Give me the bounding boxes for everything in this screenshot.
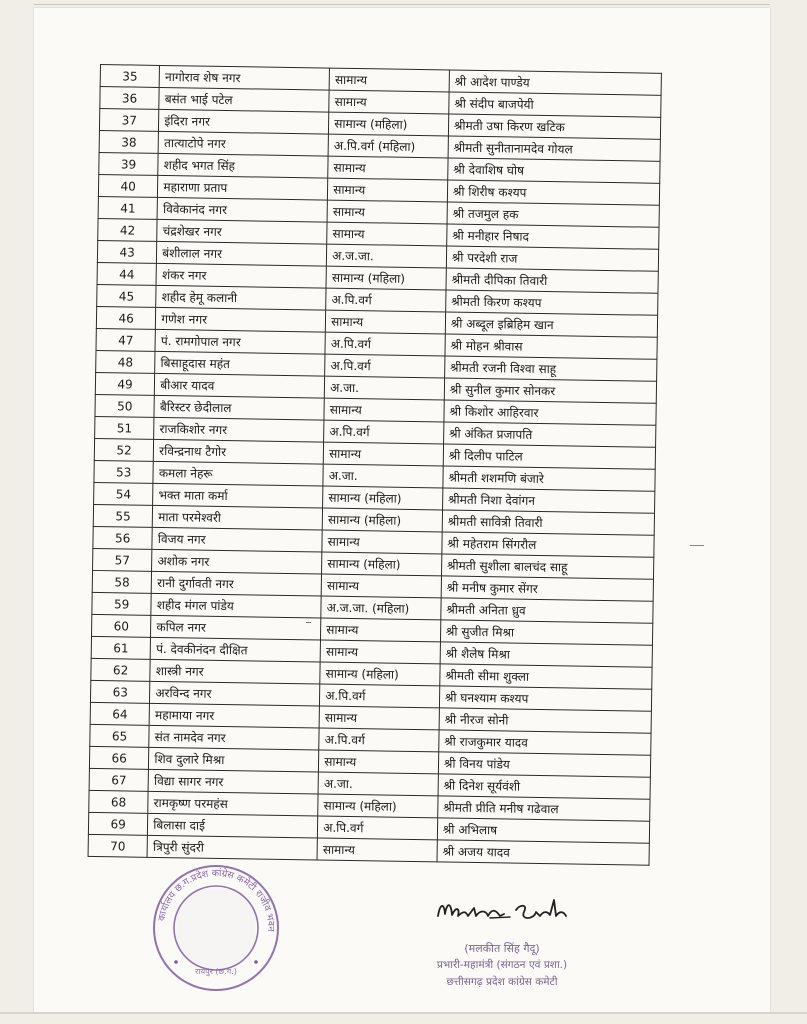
- candidate-name-cell: श्री नीरज सोनी: [439, 708, 651, 733]
- reservation-category-cell: सामान्य: [317, 838, 437, 862]
- bottom-edge-line: [0, 1012, 807, 1014]
- candidate-name-cell: श्री दिलीप पाटिल: [443, 444, 655, 469]
- ward-number-cell: 69: [88, 812, 148, 835]
- ward-number-cell: 47: [96, 328, 156, 351]
- ward-number-cell: 41: [98, 196, 158, 219]
- ward-number-cell: 50: [95, 394, 155, 417]
- candidate-name-cell: श्री घनश्याम कश्यप: [439, 686, 651, 711]
- ward-number-cell: 46: [96, 306, 156, 329]
- reservation-category-cell: सामान्य: [321, 618, 441, 642]
- ward-name-cell: अशोक नगर: [152, 549, 322, 574]
- reservation-category-cell: अ.पि.वर्ग (महिला): [328, 134, 448, 158]
- ward-name-cell: बैरिस्टर छेदीलाल: [154, 395, 324, 420]
- ward-number-cell: 36: [100, 87, 160, 110]
- handwritten-signature: [430, 890, 595, 930]
- ward-number-cell: 58: [92, 570, 152, 593]
- reservation-category-cell: सामान्य (महिला): [322, 508, 442, 532]
- candidate-name-cell: श्रीमती सुनीतानामदेव गोयल: [448, 136, 660, 161]
- ward-name-cell: पं. देवकीनंदन दीक्षित: [150, 637, 320, 662]
- candidate-name-cell: श्रीमती उषा किरण खटिक: [448, 114, 660, 139]
- reservation-category-cell: सामान्य: [328, 156, 448, 180]
- reservation-category-cell: अ.ज.जा.: [327, 244, 447, 268]
- reservation-category-cell: अ.पि.वर्ग: [318, 816, 438, 840]
- candidate-name-cell: श्रीमती सुशीला बालचंद साहू: [441, 554, 653, 579]
- reservation-category-cell: सामान्य: [329, 90, 449, 114]
- top-edge-line: [34, 4, 770, 5]
- candidate-name-cell: श्री मनीष कुमार सेंगर: [441, 576, 653, 601]
- ward-number-cell: 70: [88, 834, 148, 857]
- ward-name-cell: त्रिपुरी सुंदरी: [147, 835, 317, 860]
- ward-name-cell: शहीद हेमू कलानी: [156, 285, 326, 310]
- candidate-name-cell: श्री राजकुमार यादव: [439, 730, 651, 755]
- ward-number-cell: 45: [97, 284, 157, 307]
- reservation-category-cell: सामान्य: [324, 398, 444, 422]
- signatory-name: (मलकीत सिंह गैदू): [464, 942, 540, 955]
- reservation-category-cell: अ.पि.वर्ग: [325, 332, 445, 356]
- ward-name-cell: रविन्द्रनाथ टैगोर: [154, 439, 324, 464]
- ward-name-cell: राजकिशोर नगर: [154, 417, 324, 442]
- official-stamp: [150, 862, 282, 994]
- ward-number-cell: 61: [91, 636, 151, 659]
- ward-name-cell: नागोराव शेष नगर: [159, 65, 329, 90]
- candidate-name-cell: श्रीमती प्रीति मनीष गढेवाल: [438, 796, 650, 821]
- signature-block: [402, 940, 602, 991]
- candidate-name-cell: श्रीमती किरण कश्यप: [445, 290, 657, 315]
- ward-number-cell: 57: [93, 548, 153, 571]
- reservation-category-cell: सामान्य: [328, 178, 448, 202]
- ward-number-cell: 60: [92, 614, 152, 637]
- ward-number-cell: 48: [96, 350, 156, 373]
- candidate-name-cell: श्री सुजीत मिश्रा: [440, 620, 652, 645]
- reservation-category-cell: सामान्य: [323, 442, 443, 466]
- reservation-category-cell: अ.जा.: [323, 464, 443, 488]
- ward-name-cell: विद्या सागर नगर: [148, 769, 318, 794]
- ward-number-cell: 51: [95, 416, 155, 439]
- ward-name-cell: इंदिरा नगर: [159, 109, 329, 134]
- reservation-category-cell: अ.जा.: [324, 376, 444, 400]
- ward-name-cell: तात्याटोपे नगर: [158, 131, 328, 156]
- ward-name-cell: महामाया नगर: [149, 703, 319, 728]
- candidate-name-cell: श्री आदेश पाण्डेय: [449, 70, 661, 95]
- ward-number-cell: 65: [90, 724, 150, 747]
- ward-name-cell: रामकृष्ण परमहंस: [148, 791, 318, 816]
- candidate-name-cell: श्रीमती सीमा शुक्ला: [440, 664, 652, 689]
- stamp-text: कार्यालय छ.ग.प्रदेश कांग्रेस कमेटी राजीव भवन: [156, 867, 277, 932]
- reservation-category-cell: सामान्य: [319, 750, 439, 774]
- reservation-category-cell: अ.पि.वर्ग: [319, 728, 439, 752]
- ward-number-cell: 35: [100, 65, 160, 88]
- ward-number-cell: 59: [92, 592, 152, 615]
- ward-number-cell: 53: [94, 460, 154, 483]
- ward-name-cell: शास्त्री नगर: [150, 659, 320, 684]
- reservation-category-cell: अ.पि.वर्ग: [320, 684, 440, 708]
- ward-name-cell: शिव दुलारे मिश्रा: [149, 747, 319, 772]
- reservation-category-cell: सामान्य (महिला): [323, 486, 443, 510]
- ward-name-cell: बीआर यादव: [155, 373, 325, 398]
- reservation-category-cell: सामान्य (महिला): [329, 112, 449, 136]
- reservation-category-cell: सामान्य (महिला): [318, 794, 438, 818]
- ward-number-cell: 68: [89, 790, 149, 813]
- reservation-category-cell: सामान्य: [327, 200, 447, 224]
- ward-name-cell: माता परमेश्वरी: [153, 505, 323, 530]
- reservation-category-cell: सामान्य (महिला): [322, 552, 442, 576]
- reservation-category-cell: सामान्य: [326, 310, 446, 334]
- ward-name-cell: रानी दुर्गावती नगर: [152, 571, 322, 596]
- ward-number-cell: 55: [93, 504, 153, 527]
- candidate-name-cell: श्री महेतराम सिंगरौल: [442, 532, 654, 557]
- candidate-name-cell: श्री अंकित प्रजापति: [443, 422, 655, 447]
- ward-number-cell: 37: [99, 109, 159, 132]
- ward-number-cell: 67: [89, 768, 149, 791]
- reservation-category-cell: सामान्य (महिला): [320, 662, 440, 686]
- stray-mark: [306, 622, 311, 623]
- ward-name-cell: अरविन्द नगर: [150, 681, 320, 706]
- ward-name-cell: गणेश नगर: [156, 307, 326, 332]
- ward-number-cell: 62: [91, 658, 151, 681]
- ward-name-cell: शहीद मंगल पांडेय: [151, 593, 321, 618]
- ward-name-cell: कपिल नगर: [151, 615, 321, 640]
- reservation-category-cell: अ.जा.: [318, 772, 438, 796]
- ward-name-cell: बिसाहूदास महंत: [155, 351, 325, 376]
- ward-name-cell: शहीद भगत सिंह: [158, 153, 328, 178]
- candidate-name-cell: श्रीमती रजनी विश्वा साहू: [444, 356, 656, 381]
- ward-number-cell: 49: [95, 372, 155, 395]
- ward-number-cell: 44: [97, 262, 157, 285]
- candidate-name-cell: श्रीमती निशा देवांगन: [442, 488, 654, 513]
- candidate-name-cell: श्री मनीहार निषाद: [447, 224, 659, 249]
- ward-number-cell: 43: [97, 240, 157, 263]
- reservation-category-cell: सामान्य: [327, 222, 447, 246]
- candidate-name-cell: श्री विनय पांडेय: [438, 752, 650, 777]
- candidate-name-cell: श्री शिरीष कश्यप: [447, 180, 659, 205]
- ward-number-cell: 64: [90, 702, 150, 725]
- reservation-category-cell: सामान्य (महिला): [326, 266, 446, 290]
- ward-number-cell: 52: [94, 438, 154, 461]
- ward-name-cell: भक्त माता कर्मा: [153, 483, 323, 508]
- ward-number-cell: 54: [94, 482, 154, 505]
- candidate-name-cell: श्री परदेशी राज: [446, 246, 658, 271]
- ward-candidate-table: [88, 64, 662, 866]
- ward-name-cell: बिलासा दाई: [148, 813, 318, 838]
- margin-mark: [690, 545, 704, 546]
- signatory-organization: छत्तीसगढ़ प्रदेश कांग्रेस कमेटी: [446, 976, 558, 988]
- ward-name-cell: चंद्रशेखर नगर: [157, 219, 327, 244]
- ward-number-cell: 42: [98, 218, 158, 241]
- ward-name-cell: बसंत भाई पटेल: [159, 87, 329, 112]
- ward-number-cell: 40: [98, 174, 158, 197]
- reservation-category-cell: अ.पि.वर्ग: [325, 354, 445, 378]
- candidate-name-cell: श्री अभिलाष: [437, 818, 649, 843]
- reservation-category-cell: सामान्य: [320, 640, 440, 664]
- candidate-name-cell: श्री तजमुल हक: [447, 202, 659, 227]
- reservation-category-cell: अ.ज.जा. (महिला): [321, 596, 441, 620]
- ward-name-cell: विजय नगर: [152, 527, 322, 552]
- ward-number-cell: 63: [90, 680, 150, 703]
- candidate-name-cell: श्री अब्दूल इब्रिहिम खान: [445, 312, 657, 337]
- candidate-name-cell: श्री किशोर आहिरवार: [444, 400, 656, 425]
- candidate-name-cell: श्रीमती सावित्री तिवारी: [442, 510, 654, 535]
- ward-name-cell: शंकर नगर: [156, 263, 326, 288]
- candidate-name-cell: श्री देवाशिष घोष: [448, 158, 660, 183]
- reservation-category-cell: अ.पि.वर्ग: [326, 288, 446, 312]
- candidate-name-cell: श्री मोहन श्रीवास: [445, 334, 657, 359]
- candidate-name-cell: श्रीमती शशमणि बंजारे: [443, 466, 655, 491]
- candidate-name-cell: श्री अजय यादव: [437, 840, 649, 865]
- candidate-name-cell: श्री शैलेष मिश्रा: [440, 642, 652, 667]
- ward-name-cell: बंशीलाल नगर: [157, 241, 327, 266]
- reservation-category-cell: सामान्य: [322, 530, 442, 554]
- ward-number-cell: 56: [93, 526, 153, 549]
- ward-name-cell: कमला नेहरू: [153, 461, 323, 486]
- reservation-category-cell: सामान्य: [321, 574, 441, 598]
- signatory-title: प्रभारी-महामंत्री (संगठन एवं प्रशा.): [436, 959, 568, 971]
- candidate-name-cell: श्रीमती दीपिका तिवारी: [446, 268, 658, 293]
- ward-number-cell: 38: [99, 130, 159, 153]
- reservation-category-cell: अ.पि.वर्ग: [324, 420, 444, 444]
- candidate-name-cell: श्री दिनेश सूर्यवंशी: [438, 774, 650, 799]
- ward-number-cell: 66: [89, 746, 149, 769]
- table-body: [88, 65, 661, 866]
- stamp-city: रायपुर (छ.ग.): [195, 967, 237, 976]
- candidate-name-cell: श्री संदीप बाजपेयी: [449, 92, 661, 117]
- ward-name-cell: विवेकानंद नगर: [157, 197, 327, 222]
- ward-name-cell: महाराणा प्रताप: [158, 175, 328, 200]
- candidate-name-cell: श्रीमती अनिता ध्रुव: [441, 598, 653, 623]
- reservation-category-cell: सामान्य: [319, 706, 439, 730]
- ward-name-cell: संत नामदेव नगर: [149, 725, 319, 750]
- ward-name-cell: पं. रामगोपाल नगर: [155, 329, 325, 354]
- reservation-category-cell: सामान्य: [329, 68, 449, 92]
- candidate-name-cell: श्री सुनील कुमार सोनकर: [444, 378, 656, 403]
- ward-number-cell: 39: [99, 152, 159, 175]
